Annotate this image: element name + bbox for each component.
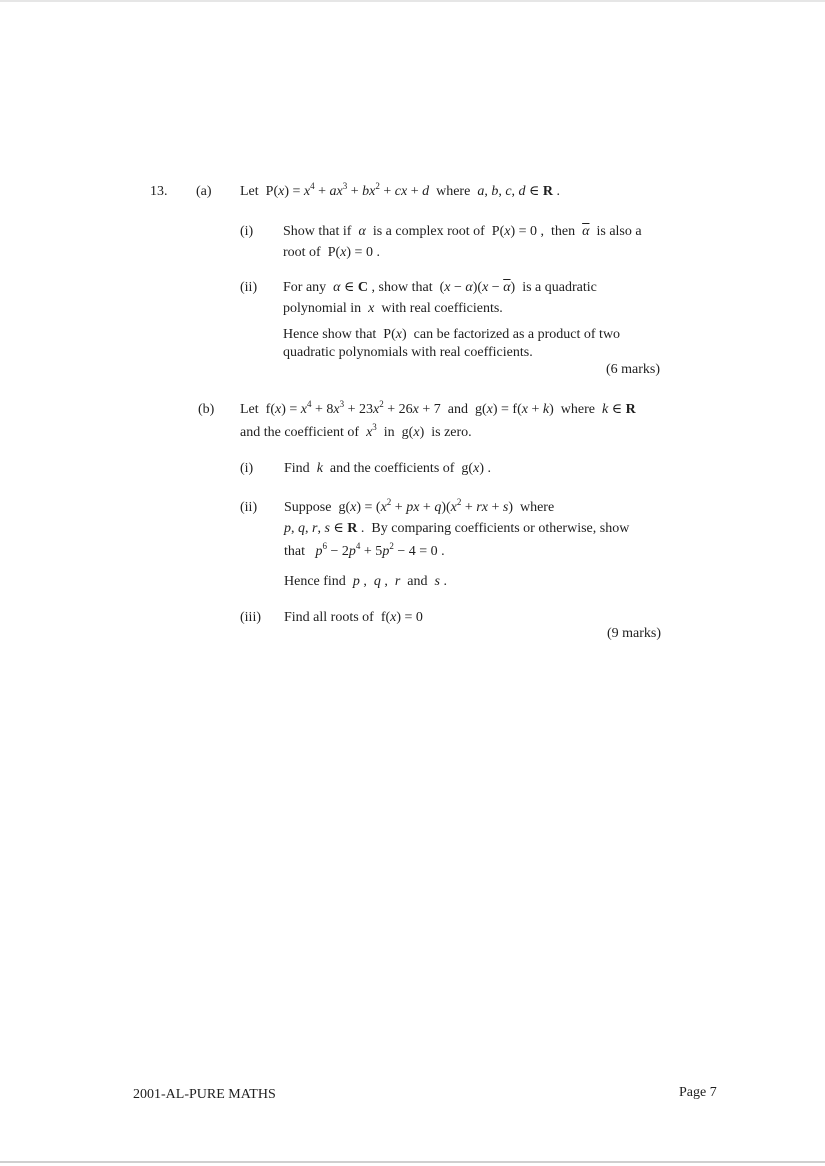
part-a-i-line1: Show that if α is a complex root of P(x) = 0 , then $\overline{\alpha}$ is also a <box>283 224 642 239</box>
part-b-ii-label: (ii) <box>240 500 258 515</box>
scan-top-edge <box>0 0 825 2</box>
part-a-stem: Let $P(x) = x^4 + ax^3 + bx^2$ + cx + d where a, b, c, d ∈ R . <box>240 181 561 199</box>
part-b-line1: Let $f(x) = x^4 + 8x^3 + 23x^2 + 26x + 7$ and g(x) = f(x + k) where k ∈ R <box>240 399 636 417</box>
part-b-iii-text: Find all roots of f(x) = 0 <box>284 610 423 625</box>
footer-paper-code: 2001-AL-PURE MATHS <box>133 1087 276 1102</box>
part-a-i-line2: root of P(x) = 0 . <box>283 245 380 260</box>
part-a-label: (a) <box>196 184 212 199</box>
part-b-i-text: Find k and the coefficients of g(x) . <box>284 461 491 476</box>
part-a-ii-label: (ii) <box>240 280 258 295</box>
part-a-ii-line3: Hence show that P(x) can be factorized as a product of two <box>283 327 621 342</box>
part-b-ii-line2: p, q, r, s ∈ R . By comparing coefficients or otherwise, show <box>284 521 630 536</box>
part-b-ii-line3: that $p^6 - 2p^4 + 5p^2 - 4 = 0$ . <box>284 541 445 559</box>
part-b-line2: and the coefficient of $x^3$ in g(x) is zero. <box>240 422 472 440</box>
part-a-ii-line1: For any α ∈ C , show that $(x - \alpha)(x - \overline{\alpha})$ is a quadratic <box>283 280 597 295</box>
part-a-i-label: (i) <box>240 224 254 239</box>
part-a-ii-line4: quadratic polynomials with real coefficients. <box>283 345 533 360</box>
scan-bottom-edge <box>0 1161 825 1163</box>
part-b-i-label: (i) <box>240 461 254 476</box>
part-b-iii-label: (iii) <box>240 610 261 625</box>
part-a-ii-line2: polynomial in x with real coefficients. <box>283 301 503 316</box>
part-b-ii-line4: Hence find p , q , r and s . <box>284 574 447 589</box>
footer-page-number: Page 7 <box>679 1085 717 1100</box>
part-b-ii-line1: Suppose $g(x) = (x^2$ + px + $q)(x^2$ + rx + s) where <box>284 497 555 515</box>
question-number: 13. <box>150 184 168 199</box>
part-a-marks: (6 marks) <box>606 362 661 377</box>
part-b-label: (b) <box>198 402 215 417</box>
part-b-marks: (9 marks) <box>607 626 662 641</box>
